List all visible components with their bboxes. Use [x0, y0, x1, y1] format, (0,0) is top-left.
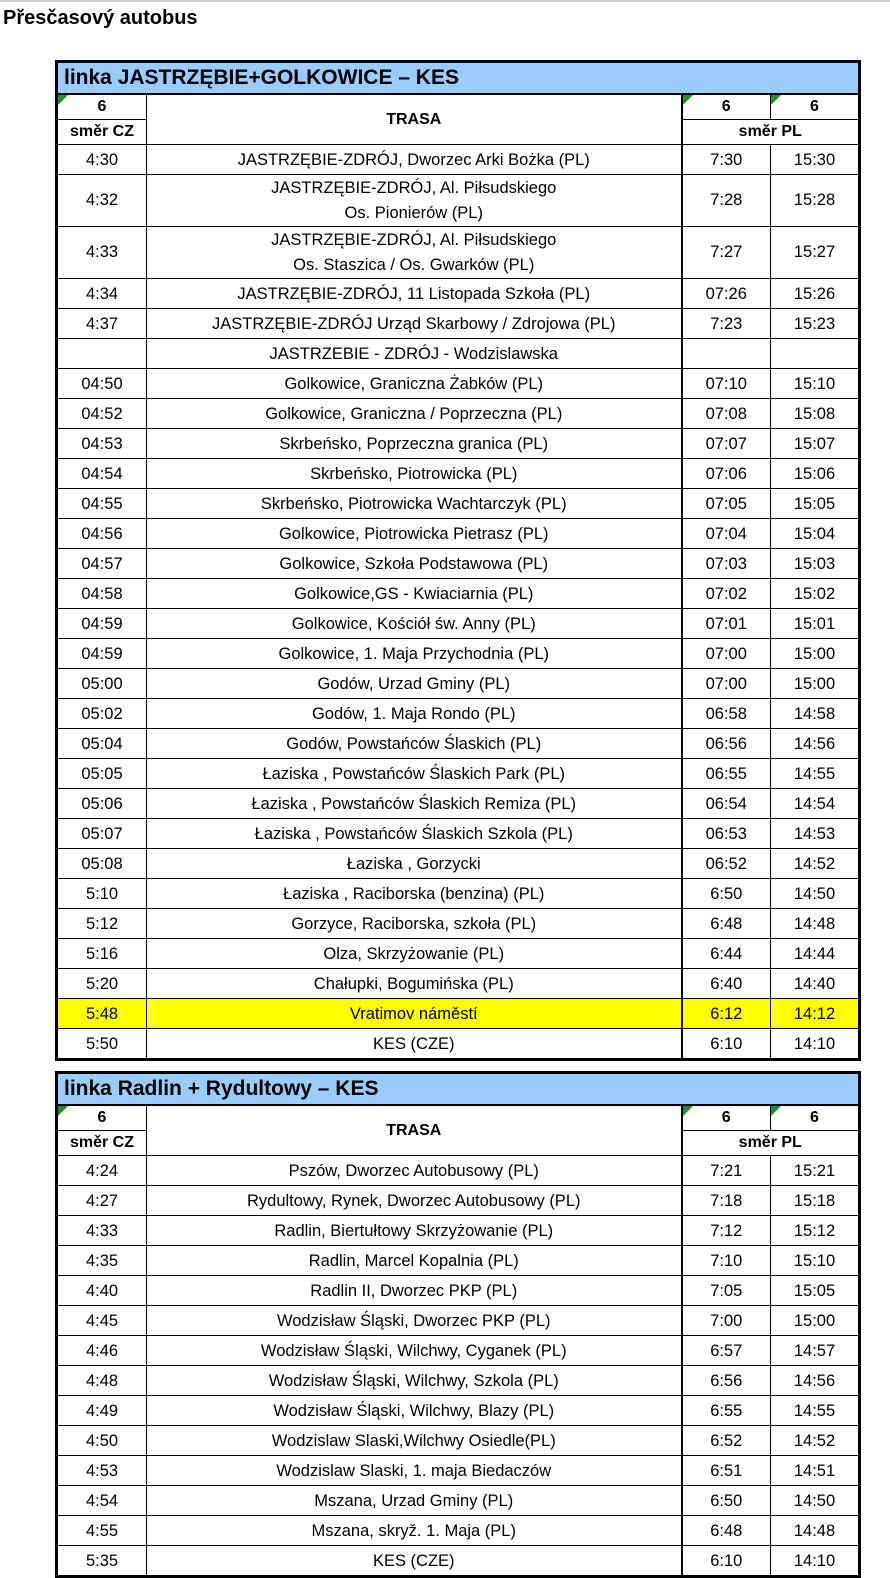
timetable-jastrzebie-golkowice	[55, 60, 861, 1061]
time-pl-2: 15:27	[771, 227, 860, 279]
header-cz-number: 6	[57, 1105, 147, 1131]
time-cz: 4:53	[57, 1456, 147, 1486]
table-row	[57, 969, 860, 999]
table-row	[57, 459, 860, 489]
stop-name: Radlin, Biertułtowy Skrzyżowanie (PL)	[274, 1221, 554, 1240]
stop-name: Łaziska , Gorzycki	[346, 854, 481, 873]
table-row	[57, 279, 860, 309]
stop-name-cell	[147, 1276, 682, 1306]
table-row	[57, 227, 860, 279]
time-cz: 04:55	[57, 489, 147, 519]
time-pl-2: 15:10	[771, 1246, 860, 1276]
stop-name-cell	[147, 429, 682, 459]
stop-name-cell	[147, 939, 682, 969]
header-route: TRASA	[147, 94, 682, 145]
stop-name-cell	[147, 175, 682, 227]
table-row	[57, 639, 860, 669]
table-row	[57, 669, 860, 699]
time-pl-2: 15:21	[771, 1156, 860, 1186]
time-pl-1: 06:53	[682, 819, 771, 849]
stop-name-cell	[147, 1516, 682, 1546]
table-row	[57, 1426, 860, 1456]
stop-name: Pszów, Dworzec Autobusowy (PL)	[288, 1161, 539, 1180]
stop-name: Os. Pionierów (PL)	[344, 203, 483, 222]
stop-name-cell	[147, 729, 682, 759]
time-cz: 4:35	[57, 1246, 147, 1276]
stop-name-cell	[147, 789, 682, 819]
time-pl-1: 7:28	[682, 175, 771, 227]
time-pl-2: 15:12	[771, 1216, 860, 1246]
stop-name: Vratimov náměstí	[349, 1004, 478, 1023]
table-row	[57, 1186, 860, 1216]
timetable-radlin-rydultowy	[55, 1071, 861, 1578]
time-pl-1: 7:00	[682, 1306, 771, 1336]
time-pl-2: 14:56	[771, 1366, 860, 1396]
time-cz: 4:24	[57, 1156, 147, 1186]
time-pl-2: 15:23	[771, 309, 860, 339]
stop-name: Wodzisław Śląski, Dworzec PKP (PL)	[276, 1311, 551, 1330]
time-pl-1: 7:30	[682, 145, 771, 175]
time-pl-2: 14:55	[771, 759, 860, 789]
stop-name-cell	[147, 399, 682, 429]
table-row	[57, 819, 860, 849]
time-cz: 4:32	[57, 175, 147, 227]
stop-name-cell	[147, 819, 682, 849]
stop-name: JASTRZĘBIE-ZDRÓJ, Al. Piłsudskiego	[271, 230, 557, 249]
stop-name-cell	[147, 489, 682, 519]
stop-name: Os. Staszica / Os. Gwarków (PL)	[293, 255, 535, 274]
time-pl-1: 07:05	[682, 489, 771, 519]
time-pl-2: 15:02	[771, 579, 860, 609]
stop-name: Łaziska , Powstańców Ślaskich Remiza (PL)	[251, 794, 577, 813]
table-row	[57, 849, 860, 879]
time-cz: 04:53	[57, 429, 147, 459]
time-pl-2: 15:10	[771, 369, 860, 399]
stop-name: Łaziska , Powstańców Ślaskich Szkola (PL)	[254, 824, 573, 843]
time-pl-1: 06:52	[682, 849, 771, 879]
time-pl-1: 6:40	[682, 969, 771, 999]
stop-name: Łaziska , Raciborska (benzina) (PL)	[283, 884, 545, 903]
stop-name: Skrbeńsko, Piotrowicka Wachtarczyk (PL)	[260, 494, 567, 513]
time-pl-2: 15:03	[771, 549, 860, 579]
time-cz: 5:35	[57, 1546, 147, 1577]
table-row	[57, 1396, 860, 1426]
stop-name: JASTRZĘBIE-ZDRÓJ, 11 Listopada Szkoła (PL)	[237, 284, 591, 303]
time-cz: 04:58	[57, 579, 147, 609]
time-pl-1: 7:12	[682, 1216, 771, 1246]
time-pl-2: 14:52	[771, 849, 860, 879]
time-pl-2: 14:55	[771, 1396, 860, 1426]
time-cz: 05:07	[57, 819, 147, 849]
time-pl-1: 07:04	[682, 519, 771, 549]
stop-name: Mszana, Urzad Gminy (PL)	[314, 1491, 514, 1510]
time-pl-2: 15:28	[771, 175, 860, 227]
stop-name-cell	[147, 1029, 682, 1060]
time-pl-1: 6:10	[682, 1029, 771, 1060]
time-pl-2: 14:58	[771, 699, 860, 729]
time-cz: 4:49	[57, 1396, 147, 1426]
time-cz: 05:05	[57, 759, 147, 789]
time-pl-2: 14:54	[771, 789, 860, 819]
time-pl-1: 06:56	[682, 729, 771, 759]
time-pl-1: 06:54	[682, 789, 771, 819]
stop-name: Gorzyce, Raciborska, szkoła (PL)	[291, 914, 537, 933]
time-cz: 04:50	[57, 369, 147, 399]
time-pl-1: 6:50	[682, 879, 771, 909]
time-pl-2: 14:50	[771, 1486, 860, 1516]
time-pl-1: 06:58	[682, 699, 771, 729]
time-cz: 4:34	[57, 279, 147, 309]
stop-name-cell	[147, 879, 682, 909]
time-cz: 05:04	[57, 729, 147, 759]
table-row	[57, 789, 860, 819]
time-pl-1: 07:06	[682, 459, 771, 489]
stop-name: Golkowice, Szkoła Podstawowa (PL)	[279, 554, 549, 573]
time-pl-2: 14:10	[771, 1546, 860, 1577]
stop-name: Godów, Powstańców Ślaskich (PL)	[286, 734, 542, 753]
table-row	[57, 699, 860, 729]
table-row	[57, 1156, 860, 1186]
stop-name-cell	[147, 1426, 682, 1456]
stop-name-cell	[147, 549, 682, 579]
time-pl-1: 6:44	[682, 939, 771, 969]
stop-name: JASTRZEBIE - ZDRÓJ - Wodzislawska	[269, 344, 558, 363]
time-pl-1: 06:55	[682, 759, 771, 789]
time-pl-2: 15:30	[771, 145, 860, 175]
table-row	[57, 1029, 860, 1060]
stop-name: Wodzisław Śląski, Wilchwy, Cyganek (PL)	[260, 1341, 567, 1360]
table-row	[57, 519, 860, 549]
time-pl-2: 14:40	[771, 969, 860, 999]
stop-name-cell	[147, 759, 682, 789]
time-pl-2: 15:04	[771, 519, 860, 549]
time-cz: 4:37	[57, 309, 147, 339]
time-pl-1: 7:18	[682, 1186, 771, 1216]
stop-name-cell	[147, 1186, 682, 1216]
header-direction-cz: směr CZ	[57, 120, 147, 145]
header-cz-number: 6	[57, 94, 147, 120]
time-pl-2: 14:53	[771, 819, 860, 849]
comment-marker-icon	[683, 1106, 693, 1116]
time-pl-1: 6:50	[682, 1486, 771, 1516]
time-pl-1: 6:56	[682, 1366, 771, 1396]
stop-name: Skrbeńsko, Piotrowicka (PL)	[310, 464, 518, 483]
header-pl-number-1: 6	[682, 1105, 771, 1131]
table-row	[57, 369, 860, 399]
table-row	[57, 729, 860, 759]
time-pl-2: 15:00	[771, 1306, 860, 1336]
time-cz: 5:10	[57, 879, 147, 909]
table-row	[57, 999, 860, 1029]
stop-name-cell	[147, 1486, 682, 1516]
time-pl-1	[682, 339, 771, 369]
stop-name: JASTRZĘBIE-ZDRÓJ, Dworzec Arki Bożka (PL)	[237, 150, 590, 169]
timetable-rows	[57, 145, 860, 1060]
time-pl-1: 6:12	[682, 999, 771, 1029]
time-pl-2: 15:00	[771, 669, 860, 699]
time-cz: 4:40	[57, 1276, 147, 1306]
stop-name-cell	[147, 639, 682, 669]
table-row	[57, 175, 860, 227]
comment-marker-icon	[771, 95, 781, 105]
time-cz: 04:52	[57, 399, 147, 429]
time-cz: 4:33	[57, 227, 147, 279]
time-pl-2: 14:48	[771, 909, 860, 939]
stop-name-cell	[147, 1306, 682, 1336]
stop-name: Golkowice, Kościół św. Anny (PL)	[291, 614, 536, 633]
top-divider	[0, 0, 890, 2]
table-row	[57, 609, 860, 639]
stop-name-cell	[147, 1546, 682, 1577]
time-cz: 05:00	[57, 669, 147, 699]
stop-name-cell	[147, 1246, 682, 1276]
stop-name-cell	[147, 339, 682, 369]
time-pl-1: 07:07	[682, 429, 771, 459]
time-cz: 05:08	[57, 849, 147, 879]
time-pl-1: 6:10	[682, 1546, 771, 1577]
time-pl-2: 15:07	[771, 429, 860, 459]
time-cz: 05:06	[57, 789, 147, 819]
comment-marker-icon	[683, 95, 693, 105]
time-pl-2: 15:18	[771, 1186, 860, 1216]
time-pl-2: 15:01	[771, 609, 860, 639]
stop-name: Mszana, skryž. 1. Maja (PL)	[311, 1521, 516, 1540]
stop-name: Golkowice, 1. Maja Przychodnia (PL)	[278, 644, 550, 663]
time-pl-2: 15:26	[771, 279, 860, 309]
stop-name: JASTRZĘBIE-ZDRÓJ, Al. Piłsudskiego	[271, 178, 557, 197]
time-cz: 04:59	[57, 639, 147, 669]
time-pl-1: 6:57	[682, 1336, 771, 1366]
time-pl-1: 07:03	[682, 549, 771, 579]
time-pl-1: 7:05	[682, 1276, 771, 1306]
time-pl-1: 07:01	[682, 609, 771, 639]
stop-name: Godów, Urzad Gminy (PL)	[317, 674, 511, 693]
stop-name-cell	[147, 1156, 682, 1186]
table-row	[57, 1546, 860, 1577]
stop-name: JASTRZĘBIE-ZDRÓJ Urząd Skarbowy / Zdrojowa (PL)	[212, 314, 616, 333]
stop-name-cell	[147, 609, 682, 639]
stop-name: Skrbeńsko, Poprzeczna granica (PL)	[279, 434, 549, 453]
header-direction-pl: směr PL	[682, 1131, 860, 1156]
stop-name: Wodzisław Śląski, Wilchwy, Blazy (PL)	[273, 1401, 555, 1420]
header-route: TRASA	[147, 1105, 682, 1156]
time-cz: 04:56	[57, 519, 147, 549]
stop-name-cell	[147, 145, 682, 175]
stop-name-cell	[147, 279, 682, 309]
stop-name: Radlin II, Dworzec PKP (PL)	[310, 1281, 518, 1300]
time-cz: 5:16	[57, 939, 147, 969]
header-pl-number-1: 6	[682, 94, 771, 120]
comment-marker-icon	[771, 1106, 781, 1116]
stop-name-cell	[147, 309, 682, 339]
time-cz: 05:02	[57, 699, 147, 729]
time-cz: 4:46	[57, 1336, 147, 1366]
time-pl-1: 07:10	[682, 369, 771, 399]
time-cz: 4:55	[57, 1516, 147, 1546]
time-cz: 04:54	[57, 459, 147, 489]
table-row	[57, 1246, 860, 1276]
stop-name: Łaziska , Powstańców Ślaskich Park (PL)	[262, 764, 566, 783]
time-pl-1: 6:48	[682, 909, 771, 939]
time-pl-2: 14:44	[771, 939, 860, 969]
time-pl-1: 6:55	[682, 1396, 771, 1426]
time-pl-2: 14:10	[771, 1029, 860, 1060]
stop-name-cell	[147, 849, 682, 879]
time-cz: 4:54	[57, 1486, 147, 1516]
line-title: linka Radlin + Rydultowy – KES	[57, 1073, 860, 1106]
time-pl-2: 15:08	[771, 399, 860, 429]
stop-name: Golkowice, Piotrowicka Pietrasz (PL)	[278, 524, 549, 543]
stop-name: Golkowice,GS - Kwiaciarnia (PL)	[294, 584, 534, 603]
stop-name-cell	[147, 909, 682, 939]
table-row	[57, 399, 860, 429]
time-cz: 04:59	[57, 609, 147, 639]
stop-name: Rydultowy, Rynek, Dworzec Autobusowy (PL)	[247, 1191, 581, 1210]
time-pl-1: 07:02	[682, 579, 771, 609]
time-pl-2: 14:52	[771, 1426, 860, 1456]
time-cz: 5:12	[57, 909, 147, 939]
header-direction-cz: směr CZ	[57, 1131, 147, 1156]
comment-marker-icon	[58, 95, 68, 105]
stop-name-cell	[147, 699, 682, 729]
stop-name: KES (CZE)	[372, 1551, 455, 1570]
time-pl-2: 15:05	[771, 489, 860, 519]
stop-name: Wodzislaw Slaski, 1. maja Biedaczów	[276, 1461, 552, 1480]
line-title: linka JASTRZĘBIE+GOLKOWICE – KES	[57, 62, 860, 95]
stop-name-cell	[147, 1216, 682, 1246]
stop-name: Radlin, Marcel Kopalnia (PL)	[308, 1251, 519, 1270]
stop-name-cell	[147, 227, 682, 279]
time-pl-1: 07:00	[682, 639, 771, 669]
time-cz: 5:50	[57, 1029, 147, 1060]
time-pl-2: 15:05	[771, 1276, 860, 1306]
stop-name-cell	[147, 999, 682, 1029]
table-row	[57, 1456, 860, 1486]
time-pl-1: 6:51	[682, 1456, 771, 1486]
timetable-rows	[57, 1156, 860, 1577]
time-cz: 5:20	[57, 969, 147, 999]
comment-marker-icon	[58, 1106, 68, 1116]
stop-name-cell	[147, 1366, 682, 1396]
page-title: Přesčasový autobus	[3, 7, 198, 29]
stop-name-cell	[147, 519, 682, 549]
stop-name: Chałupki, Bogumińska (PL)	[313, 974, 514, 993]
table-row	[57, 1336, 860, 1366]
table-row	[57, 1486, 860, 1516]
table-row	[57, 1276, 860, 1306]
table-row	[57, 939, 860, 969]
time-pl-1: 6:48	[682, 1516, 771, 1546]
stop-name: Golkowice, Graniczna Żabków (PL)	[284, 374, 544, 393]
table-row	[57, 1306, 860, 1336]
time-cz: 4:30	[57, 145, 147, 175]
time-pl-2: 14:48	[771, 1516, 860, 1546]
table-row	[57, 309, 860, 339]
header-direction-pl: směr PL	[682, 120, 860, 145]
time-pl-1: 07:26	[682, 279, 771, 309]
stop-name-cell	[147, 669, 682, 699]
time-pl-1: 07:00	[682, 669, 771, 699]
table-row	[57, 909, 860, 939]
time-pl-1: 7:10	[682, 1246, 771, 1276]
stop-name-cell	[147, 369, 682, 399]
table-row	[57, 1216, 860, 1246]
header-pl-number-2: 6	[771, 1105, 860, 1131]
table-row	[57, 145, 860, 175]
table-row	[57, 759, 860, 789]
table-row	[57, 429, 860, 459]
stop-name: Golkowice, Graniczna / Poprzeczna (PL)	[265, 404, 563, 423]
stop-name-cell	[147, 969, 682, 999]
stop-name: KES (CZE)	[372, 1034, 455, 1053]
stop-name: Godów, 1. Maja Rondo (PL)	[311, 704, 516, 723]
stop-name: Olza, Skrzyżowanie (PL)	[323, 944, 505, 963]
time-pl-1: 7:21	[682, 1156, 771, 1186]
stop-name-cell	[147, 1456, 682, 1486]
header-pl-number-2: 6	[771, 94, 860, 120]
table-row	[57, 489, 860, 519]
table-row	[57, 1366, 860, 1396]
time-pl-1: 6:52	[682, 1426, 771, 1456]
table-row	[57, 1516, 860, 1546]
table-row	[57, 579, 860, 609]
table-row	[57, 879, 860, 909]
stop-name-cell	[147, 1396, 682, 1426]
table-row	[57, 339, 860, 369]
time-cz: 4:27	[57, 1186, 147, 1216]
stop-name: Wodzisław Śląski, Wilchwy, Szkola (PL)	[268, 1371, 559, 1390]
time-pl-1: 7:27	[682, 227, 771, 279]
time-pl-2: 14:51	[771, 1456, 860, 1486]
time-pl-2: 14:56	[771, 729, 860, 759]
time-pl-2: 15:06	[771, 459, 860, 489]
time-pl-2	[771, 339, 860, 369]
time-pl-2: 14:50	[771, 879, 860, 909]
stop-name-cell	[147, 579, 682, 609]
time-cz: 4:48	[57, 1366, 147, 1396]
time-cz: 4:45	[57, 1306, 147, 1336]
time-cz: 4:50	[57, 1426, 147, 1456]
time-pl-2: 14:12	[771, 999, 860, 1029]
time-pl-1: 7:23	[682, 309, 771, 339]
time-pl-2: 14:57	[771, 1336, 860, 1366]
time-pl-1: 07:08	[682, 399, 771, 429]
stop-name-cell	[147, 1336, 682, 1366]
time-cz	[57, 339, 147, 369]
stop-name: Wodzislaw Slaski,Wilchwy Osiedle(PL)	[271, 1431, 556, 1450]
time-cz: 4:33	[57, 1216, 147, 1246]
table-row	[57, 549, 860, 579]
time-pl-2: 15:00	[771, 639, 860, 669]
time-cz: 5:48	[57, 999, 147, 1029]
time-cz: 04:57	[57, 549, 147, 579]
stop-name-cell	[147, 459, 682, 489]
